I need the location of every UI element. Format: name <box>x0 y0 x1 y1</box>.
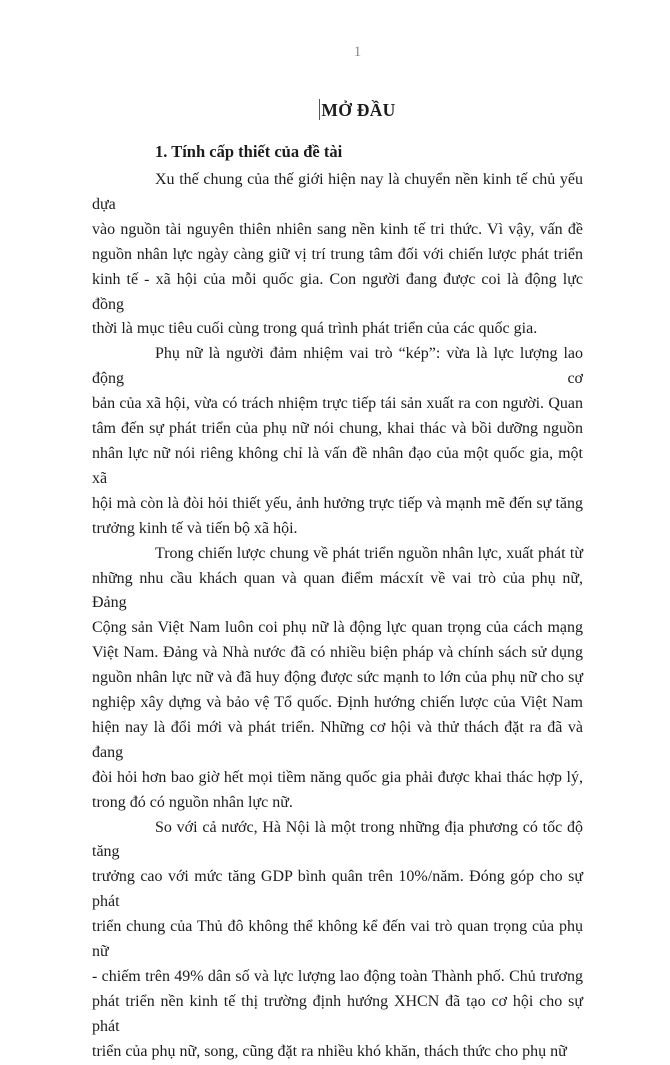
document-body <box>92 139 583 1065</box>
page-number: 1 <box>353 44 362 60</box>
text-line: phát triển nền kinh tế thị trường định hướng XHCN đã tạo cơ hội cho sự phát <box>92 992 583 1035</box>
text-line: Xu thế chung của thế giới hiện nay là chuyển nền kinh tế chủ yếu dựa <box>92 171 583 213</box>
text-line: nghiệp xây dựng và bảo vệ Tổ quốc. Định hướng chiến lược của Việt Nam <box>92 694 583 712</box>
document-title <box>107 99 608 121</box>
paragraph-2 <box>92 342 583 541</box>
text-line: trưởng kinh tế và tiến bộ xã hội. <box>92 519 298 537</box>
section-heading: 1. Tính cấp thiết của đề tài <box>155 142 343 161</box>
text-line: triển của phụ nữ, song, cũng đặt ra nhiều khó khăn, thách thức cho phụ nữ <box>92 1042 567 1060</box>
text-line: vào nguồn tài nguyên thiên nhiên sang nền kinh tế tri thức. Vì vậy, vấn đề <box>92 220 583 238</box>
text-line: bản của xã hội, vừa có trách nhiệm trực tiếp tái sản xuất ra con người. Quan <box>92 395 583 413</box>
text-line: - chiếm trên 49% dân số và lực lượng lao động toàn Thành phố. Chủ trương <box>92 968 583 985</box>
text-line: Việt Nam. Đảng và Nhà nước đã có nhiều biện pháp và chính sách sử dụng <box>92 644 583 662</box>
text-line: triển chung của Thủ đô không thể không kể đến vai trò quan trọng của phụ nữ <box>92 918 583 961</box>
text-line: hiện nay là đổi mới và phát triển. Những cơ hội và thử thách đặt ra đã và đang <box>92 718 583 761</box>
text-line: những nhu cầu khách quan và quan điểm mácxít về vai trò của phụ nữ, Đảng <box>92 569 583 612</box>
text-line: Phụ nữ là người đảm nhiệm vai trò “kép”: vừa là lực lượng lao động cơ <box>92 345 583 388</box>
paragraph-1 <box>92 168 583 342</box>
text-line: So với cả nước, Hà Nội là một trong những địa phương có tốc độ tăng <box>92 818 583 861</box>
text-line: nguồn nhân lực nữ và đã huy động được sức mạnh to lớn của phụ nữ cho sự <box>92 669 583 687</box>
text-line: kinh tế - xã hội của mỗi quốc gia. Con người đang được coi là động lực đồng <box>92 270 583 313</box>
text-line: hội mà còn là đòi hỏi thiết yếu, ảnh hưởng trực tiếp và mạnh mẽ đến sự tăng <box>92 494 583 512</box>
paragraph-4 <box>92 816 583 1065</box>
text-line: nguồn nhân lực ngày càng giữ vị trí trung tâm đối với chiến lược phát triển <box>92 245 583 263</box>
text-line: nhân lực nữ nói riêng không chỉ là vấn đề nhân đạo của một quốc gia, một xã <box>92 444 583 487</box>
text-line: Cộng sản Việt Nam luôn coi phụ nữ là động lực quan trọng của cách mạng <box>92 619 583 637</box>
text-line: trong đó có nguồn nhân lực nữ. <box>92 793 293 811</box>
text-line: tâm đến sự phát triển của phụ nữ nói chung, khai thác và bồi dưỡng nguồn <box>92 420 583 438</box>
text-line: trưởng cao với mức tăng GDP bình quân trên 10%/năm. Đóng góp cho sự phát <box>92 868 583 911</box>
text-line: Trong chiến lược chung về phát triển nguồn nhân lực, xuất phát từ <box>155 544 583 562</box>
text-line: đòi hỏi hơn bao giờ hết mọi tiềm năng quốc gia phải được khai thác hợp lý, <box>92 768 583 786</box>
document-title-text: MỞ ĐẦU <box>321 100 396 120</box>
paragraph-3 <box>92 542 583 816</box>
text-line: thời là mục tiêu cuối cùng trong quá trình phát triển của các quốc gia. <box>92 320 538 338</box>
